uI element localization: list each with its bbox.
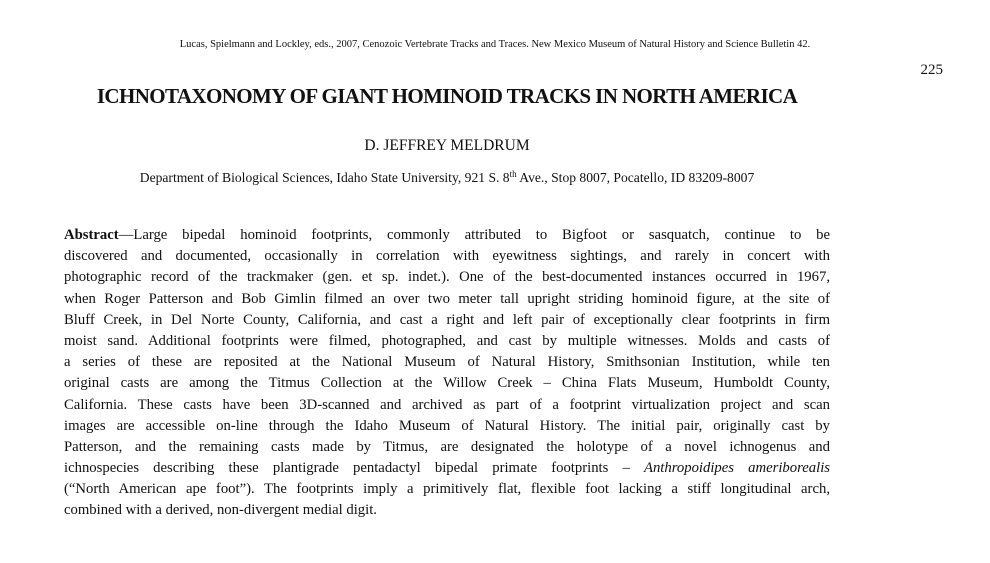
paper-title: ICHNOTAXONOMY OF GIANT HOMINOID TRACKS IN NORTH AMERICA [96,84,798,108]
abstract-line-text: —Large bipedal hominoid footprints, commonly attributed to Bigfoot or sasquatch, continue to be [118,227,830,243]
author-name: D. JEFFREY MELDRUM [364,137,530,154]
author-affiliation [0,169,894,187]
abstract-line: Patterson, and the remaining casts made by Titmus, are designated the holotype of a novel ichnogenus and [64,438,830,455]
abstract-line [64,458,830,479]
abstract-line: original casts are among the Titmus Collection at the Willow Creek – China Flats Museum, Humboldt County, [64,375,830,392]
abstract-line-text: ichnospecies describing these plantigrade pentadactyl bipedal primate footprints – [64,460,644,477]
abstract-line: California. These casts have been 3D-scanned and archived as part of a footprint virtualization project and scan [64,396,830,413]
page-number: 225 [920,62,943,78]
taxon-name: Anthropoidipes ameriborealis [643,460,830,477]
affiliation-superscript: th [509,169,517,179]
abstract-line: photographic record of the trackmaker (gen. et sp. indet.). One of the best-documented instances occurred in 1967, [64,269,830,286]
running-head: Lucas, Spielmann and Lockley, eds., 2007, Cenozoic Vertebrate Tracks and Traces. New Mexico Museum of Natural History and Science Bulletin 42. [179,39,811,50]
abstract-line: discovered and documented, occasionally in correlation with eyewitness sightings, and rarely in concert with [64,248,830,265]
abstract-line: a series of these are reposited at the National Museum of Natural History, Smithsonian Institution, while ten [64,354,830,371]
abstract-line: when Roger Patterson and Bob Gimlin filmed an over two meter tall upright striding hominoid figure, at the site of [64,290,830,307]
abstract-line: (“North American ape foot”). The footprints imply a primitively flat, flexible foot lacking a stiff longitudinal arch, [64,481,830,498]
abstract [64,225,830,522]
abstract-line: combined with a derived, non-divergent medial digit. [64,502,377,519]
abstract-line: images are accessible on-line through the Idaho Museum of Natural History. The initial pair, originally cast by [64,417,830,434]
abstract-line: moist sand. Additional footprints were filmed, photographed, and cast by multiple witnesses. Molds and casts of [64,332,830,349]
abstract-line [64,225,830,246]
abstract-label: Abstract [64,227,119,243]
abstract-line: Bluff Creek, in Del Norte County, California, and cast a right and left pair of exceptionally clear footprints in firm [64,311,830,328]
affiliation-text-end: Ave., Stop 8007, Pocatello, ID 83209-8007 [516,170,755,185]
affiliation-text-start: Department of Biological Sciences, Idaho State University, 921 S. 8 [139,170,510,185]
